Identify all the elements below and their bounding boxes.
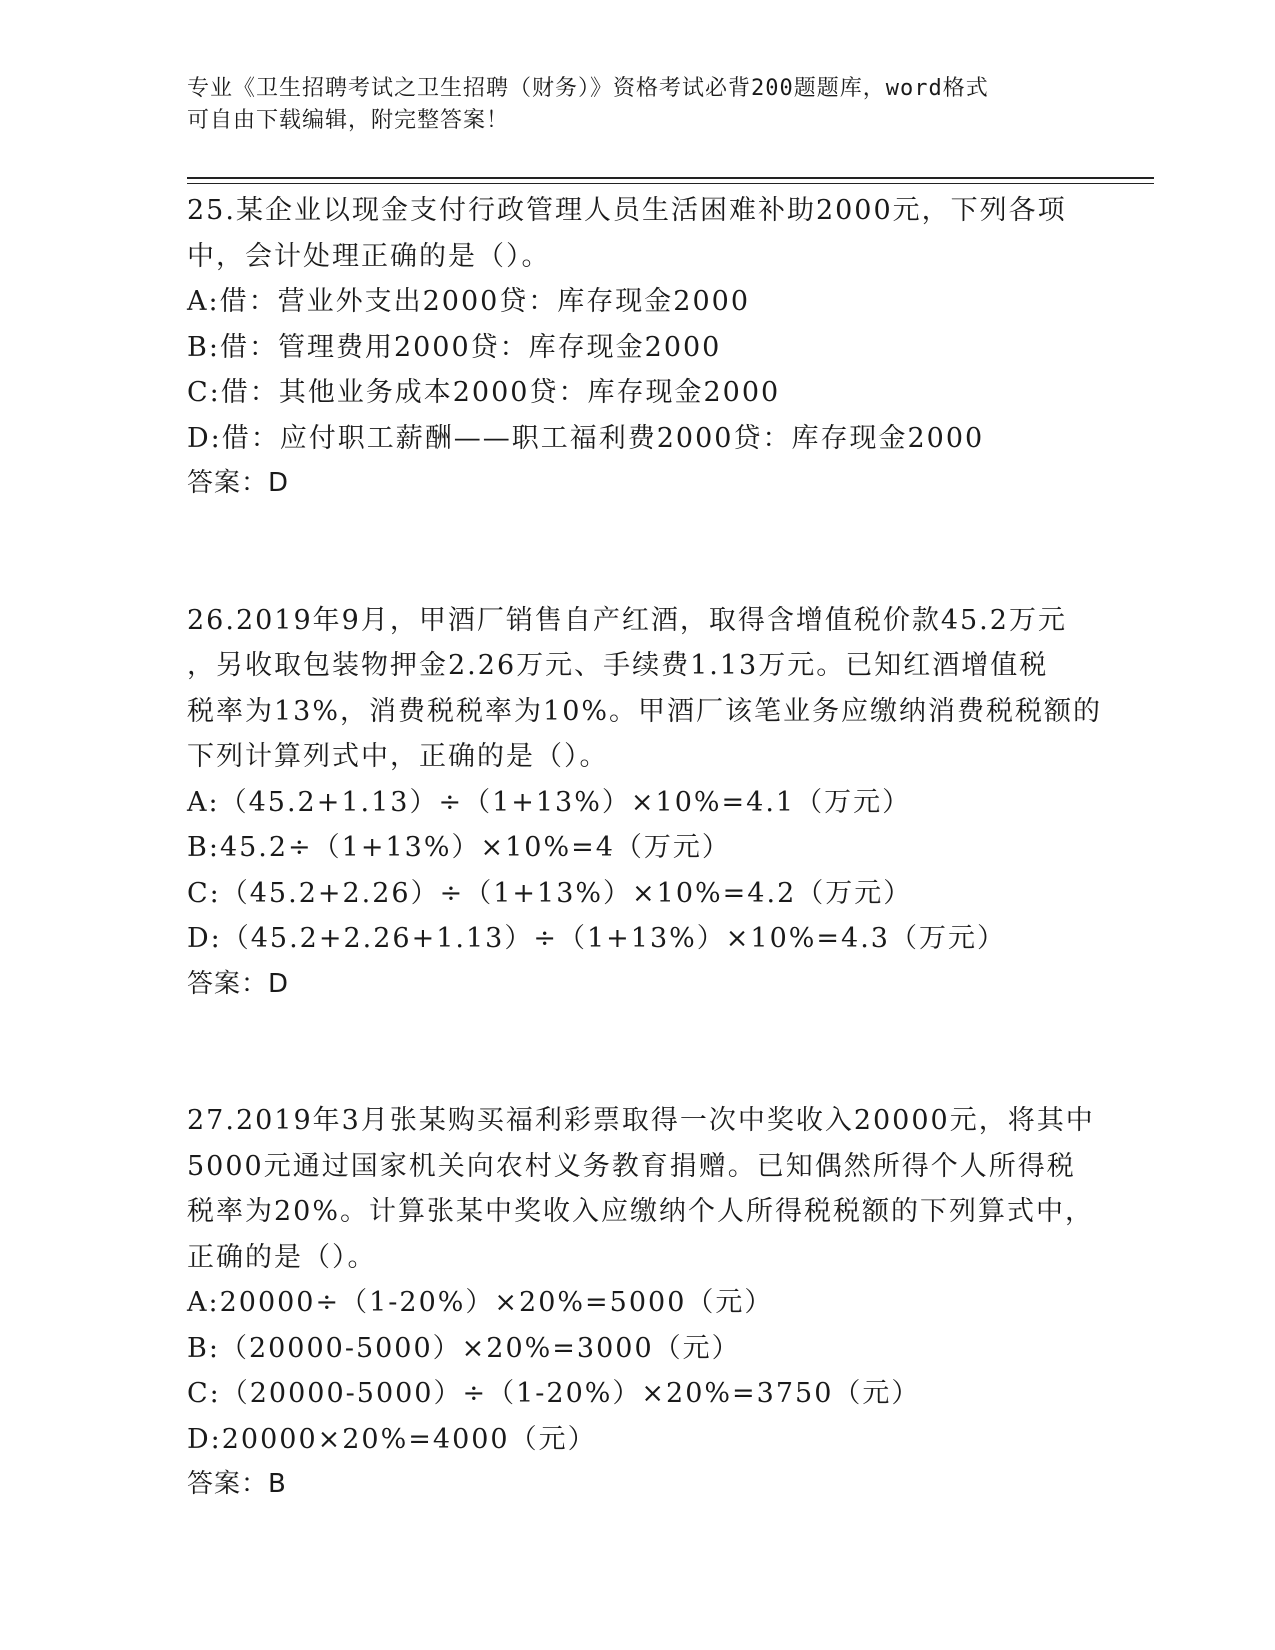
question-stem-line: 税率为20%。计算张某中奖收入应缴纳个人所得税税额的下列算式中， <box>187 1196 1095 1227</box>
option-b: B:（20000-5000）×20%=3000（元） <box>187 1332 741 1364</box>
option-b: B:45.2÷（1+13%）×10%=4（万元） <box>187 832 731 863</box>
header-divider-thick <box>187 177 1154 179</box>
option-d: D:借：应付职工薪酬——职工福利费2000贷：库存现金2000 <box>187 422 985 454</box>
question-stem-line: 25.某企业以现金支付行政管理人员生活困难补助2000元，下列各项 <box>187 195 1067 226</box>
option-a: A:20000÷（1-20%）×20%=5000（元） <box>187 1287 774 1318</box>
question-stem-line: ，另收取包装物押金2.26万元、手续费1.13万元。已知红酒增值税 <box>187 650 1049 681</box>
question-stem-line: 下列计算列式中，正确的是（）。 <box>187 741 609 772</box>
header-line-1: 专业《卫生招聘考试之卫生招聘（财务）》资格考试必背200题题库，word格式 <box>187 76 989 101</box>
answer-line: 答案：D <box>187 968 290 999</box>
question-stem-line: 中，会计处理正确的是（）。 <box>187 240 551 272</box>
question-27 <box>187 1098 1107 1508</box>
question-stem-line: 26.2019年9月，甲酒厂销售自产红酒，取得含增值税价款45.2万元 <box>187 604 1067 636</box>
header-line-2: 可自由下载编辑，附完整答案！ <box>187 108 510 133</box>
option-d: D:20000×20%=4000（元） <box>187 1423 597 1455</box>
question-stem-line: 27.2019年3月张某购买福利彩票取得一次中奖收入20000元，将其中 <box>187 1105 1095 1136</box>
option-c: C:（45.2+2.26）÷（1+13%）×10%=4.2（万元） <box>187 877 913 909</box>
option-a: A:借：营业外支出2000贷：库存现金2000 <box>187 286 751 317</box>
answer-line: 答案：D <box>187 468 290 498</box>
option-b: B:借：管理费用2000贷：库存现金2000 <box>187 331 722 363</box>
header-divider-thin <box>187 183 1154 184</box>
answer-line: 答案：B <box>187 1469 287 1499</box>
question-spacer <box>187 507 1107 553</box>
option-c: C:（20000-5000）÷（1-20%）×20%=3750（元） <box>187 1378 921 1409</box>
option-c: C:借：其他业务成本2000贷：库存现金2000 <box>187 377 781 408</box>
option-d: D:（45.2+2.26+1.13）÷（1+13%）×10%=4.3（万元） <box>187 923 1006 954</box>
question-stem-line: 5000元通过国家机关向农村义务教育捐赠。已知偶然所得个人所得税 <box>187 1150 1076 1182</box>
question-spacer <box>187 1007 1107 1053</box>
question-stem-line: 税率为13%，消费税税率为10%。甲酒厂该笔业务应缴纳消费税税额的 <box>187 695 1103 727</box>
question-25 <box>187 188 1107 507</box>
question-spacer <box>187 1053 1107 1099</box>
question-spacer <box>187 552 1107 598</box>
question-stem-line: 正确的是（）。 <box>187 1241 377 1273</box>
document-header <box>187 73 1067 137</box>
question-list <box>187 188 1107 1508</box>
question-26 <box>187 598 1107 1008</box>
option-a: A:（45.2+1.13）÷（1+13%）×10%=4.1（万元） <box>187 786 912 818</box>
